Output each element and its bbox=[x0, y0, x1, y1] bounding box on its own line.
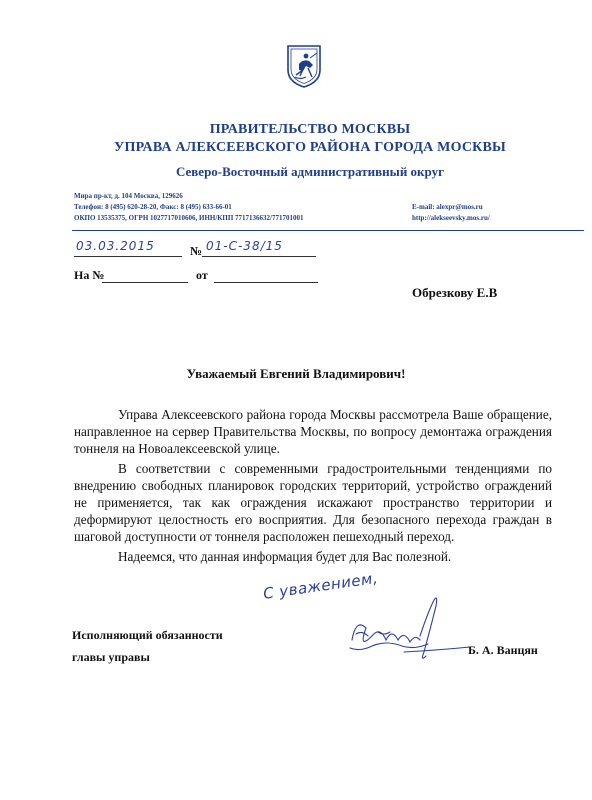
registration-number-label: № bbox=[190, 244, 203, 258]
department-title: УПРАВА АЛЕКСЕЕВСКОГО РАЙОНА ГОРОДА МОСКВЫ bbox=[114, 140, 506, 155]
email-text: E-mail: alexpr@mos.ru bbox=[412, 203, 483, 211]
signer-name: Б. А. Ванцян bbox=[468, 643, 538, 657]
greeting: Уважаемый Евгений Владимирович! bbox=[186, 366, 406, 381]
phone-text: Телефон: 8 (495) 620-28-20, Факс: 8 (495) 633-66-01 bbox=[74, 203, 232, 211]
signer-title-line-2: главы управы bbox=[72, 650, 150, 664]
paragraph-3: Надеемся, что данная информация будет для Вас полезной. bbox=[118, 549, 452, 564]
handwritten-signature bbox=[350, 598, 470, 658]
codes-text: ОКПО 13535375, ОГРН 1027717010606, ИНН/КПП 7717136632/771701001 bbox=[74, 214, 304, 222]
paragraph-2: В соответствии с современными градостроительными тенденциями по внедрению свободных планировок городских территорий, устройство ограждений не применяется, так как ограждения искажают пространство территории и деформируют целостность его восприятия. Для безопасного перехода граждан в шаговой доступности от тоннеля расположен пешеходный переход. bbox=[74, 461, 552, 544]
closing-handwritten: С уважением, bbox=[262, 568, 380, 603]
district-title: Северо-Восточный административный округ bbox=[175, 164, 445, 179]
website-link[interactable]: http://alekseevsky.mos.ru/ bbox=[412, 214, 490, 222]
registration-number: 01-С-38/15 bbox=[206, 239, 283, 253]
address-text: Мира пр-кт, д. 104 Москва, 129626 bbox=[74, 192, 183, 200]
reference-label: На № bbox=[74, 268, 105, 282]
reference-from-label: от bbox=[196, 268, 208, 282]
registration-date: 03.03.2015 bbox=[76, 239, 155, 253]
signer-title-line-1: Исполняющий обязанности bbox=[72, 628, 223, 642]
government-title: ПРАВИТЕЛЬСТВО МОСКВЫ bbox=[209, 122, 411, 137]
paragraph-1: Управа Алексеевского района города Москвы рассмотрела Ваше обращение, направленное на сервер Правительства Москвы, по вопросу демонтажа ограждения тоннеля на Новоалексеевской улице. bbox=[74, 407, 552, 456]
recipient-name: Обрезкову Е.В bbox=[412, 285, 498, 300]
signer-title bbox=[72, 624, 223, 668]
